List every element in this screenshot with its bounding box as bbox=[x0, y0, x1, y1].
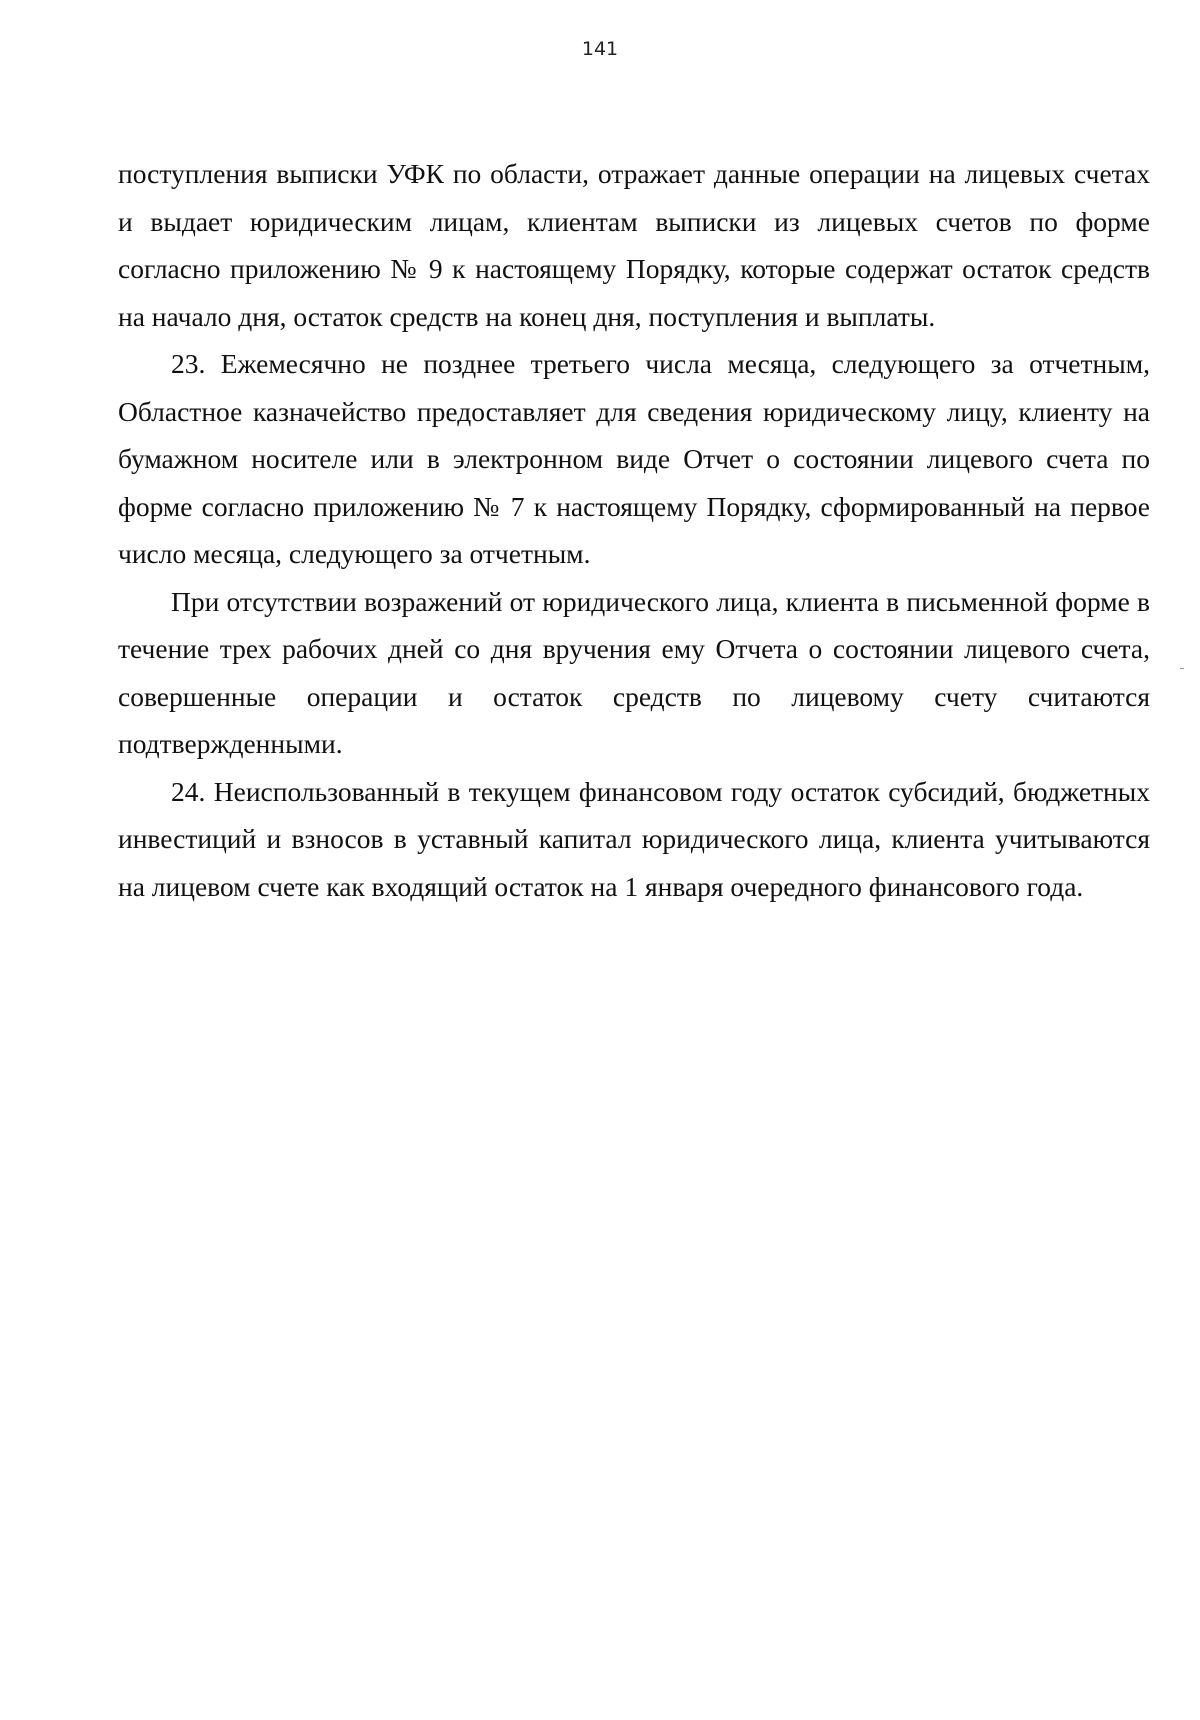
paragraph-continuation: поступления выписки УФК по области, отражает данные операции на лицевых счетах и выдает юридическим лицам, клиентам выписки из лицевых счетов по форме согласно приложению № 9 к настоящему Порядку, которые содержат остаток средств на начало дня, остаток средств на конец дня, поступления и выплаты. bbox=[118, 158, 1150, 332]
paragraph-no-objections: При отсутствии возражений от юридического лица, клиента в письменной форме в течение трех рабочих дней со дня вручения ему Отчета о состоянии лицевого счета, совершенные операции и остаток средств по лицевому счету считаются подтвержденными. bbox=[118, 585, 1150, 759]
paragraph-23: 23. Ежемесячно не позднее третьего числа месяца, следующего за отчетным, Областное казначейство предоставляет для сведения юридическому лицу, клиенту на бумажном носителе или в электронном виде Отчет о состоянии лицевого счета по форме согласно приложению № 7 к настоящему Порядку, сформированный на первое число месяца, следующего за отчетным. bbox=[118, 348, 1150, 569]
page-number: 141 bbox=[581, 38, 619, 60]
document-body bbox=[118, 150, 1150, 910]
scan-margin-mark bbox=[1180, 668, 1184, 669]
paragraph-24: 24. Неиспользованный в текущем финансовом году остаток субсидий, бюджетных инвестиций и взносов в уставный капитал юридического лица, клиента учитываются на лицевом счете как входящий остаток на 1 января очередного финансового года. bbox=[118, 775, 1150, 902]
